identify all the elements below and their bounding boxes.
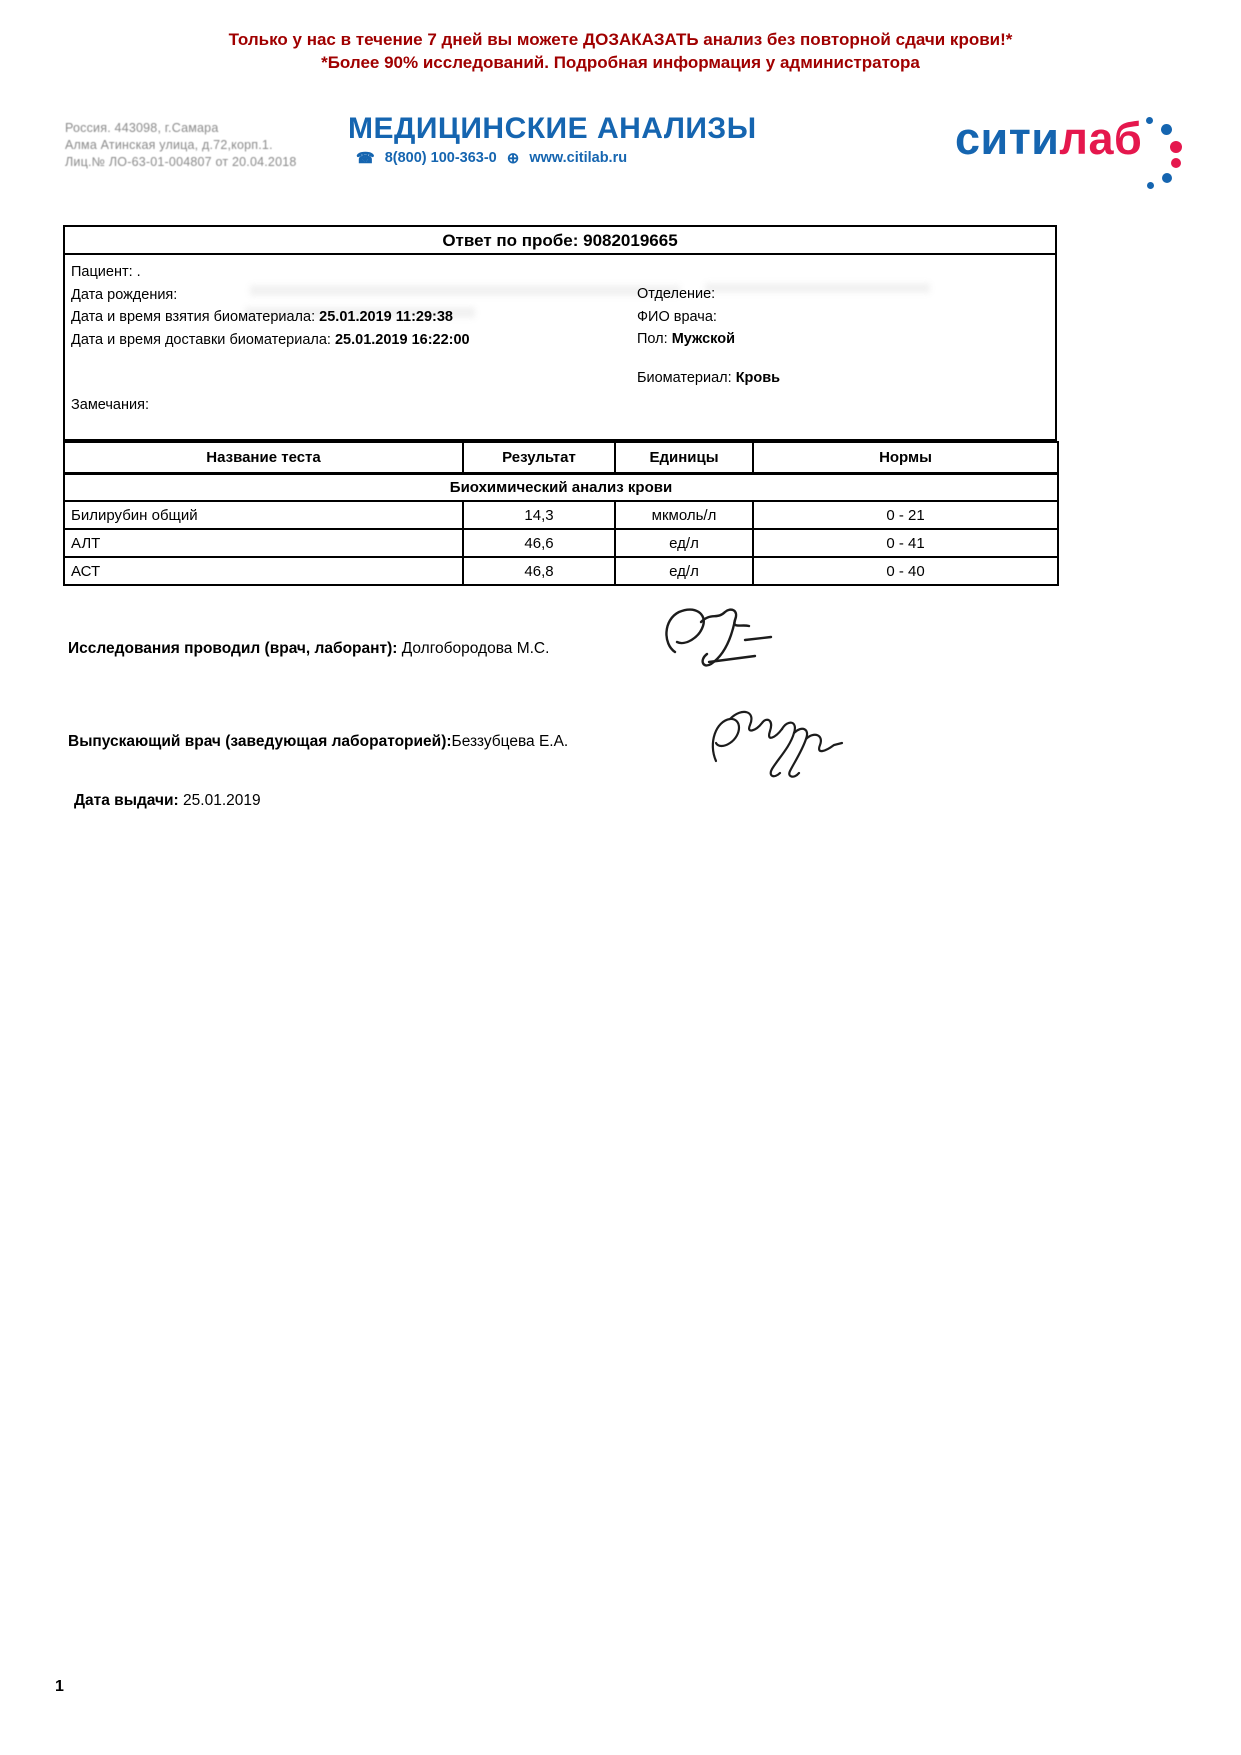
table-row: [64, 557, 1058, 585]
logo-dot-icon: [1171, 158, 1181, 168]
units-cell: ед/л: [615, 529, 753, 557]
phone-icon: ☎: [356, 150, 375, 167]
header-norms: Нормы: [753, 442, 1058, 473]
header-test-name: Название теста: [64, 442, 463, 473]
performer-signature-image: [655, 600, 785, 685]
patient-row: [71, 261, 470, 284]
citilab-logo: [955, 113, 1142, 165]
page-number: 1: [55, 1678, 64, 1695]
biomaterial-row: [637, 367, 780, 390]
test-name-cell: АЛТ: [64, 529, 463, 557]
patient-info: [65, 255, 1055, 386]
sex-value: Мужской: [671, 331, 736, 347]
address-line-street: Алма Атинская улица, д.72,корп.1.: [65, 138, 273, 152]
biomaterial-label: Биоматериал:: [637, 369, 732, 386]
delivered-value: 25.01.2019 16:22:00: [334, 331, 470, 348]
norms-cell: 0 - 40: [753, 557, 1058, 585]
sampled-row: [71, 306, 470, 329]
result-cell: 46,8: [463, 557, 615, 585]
releaser-label: Выпускающий врач (заведующая лабораторией):: [68, 733, 452, 750]
logo-text-citi: сити: [955, 113, 1060, 164]
header-units: Единицы: [615, 442, 753, 473]
issue-date-row: [74, 792, 261, 810]
norms-cell: 0 - 41: [753, 529, 1058, 557]
delivered-label: Дата и время доставки биоматериала:: [71, 331, 331, 348]
logo-dot-icon: [1161, 124, 1172, 135]
birthdate-label: Дата рождения:: [71, 286, 178, 303]
promo-line-2: *Более 90% исследований. Подробная информация у администратора: [321, 53, 920, 72]
website-text: www.citilab.ru: [529, 150, 628, 166]
table-row: [64, 501, 1058, 529]
doctor-label: ФИО врача:: [637, 308, 717, 325]
logo-dot-icon: [1162, 173, 1172, 183]
units-cell: мкмоль/л: [615, 501, 753, 529]
brand-title: МЕДИЦИНСКИЕ АНАЛИЗЫ: [348, 112, 757, 145]
sampled-value: 25.01.2019 11:29:38: [319, 309, 453, 325]
units-cell: ед/л: [615, 557, 753, 585]
table-row: [64, 529, 1058, 557]
logo-dot-icon: [1146, 117, 1153, 124]
result-cell: 14,3: [463, 501, 615, 529]
table-section-row: [64, 473, 1058, 501]
department-row: [637, 283, 780, 306]
patient-info-left: [71, 261, 470, 351]
releaser-signature-row: [68, 733, 568, 751]
globe-icon: ⊕: [506, 150, 520, 167]
test-name-cell: АСТ: [64, 557, 463, 585]
patient-label: Пациент:: [71, 264, 133, 280]
lab-address-block: [65, 120, 297, 171]
brand-block: [348, 112, 768, 167]
performer-signature-row: [68, 640, 549, 658]
table-header-row: [64, 442, 1058, 473]
phone-number: 8(800) 100-363-0: [384, 150, 497, 166]
test-name-cell: Билирубин общий: [64, 501, 463, 529]
brand-contacts: [348, 149, 768, 167]
patient-info-right: [637, 283, 780, 389]
report-info-box: [63, 225, 1057, 441]
doctor-row: [637, 306, 780, 329]
sampled-label: Дата и время взятия биоматериала:: [71, 309, 316, 325]
releaser-name: Беззубцева Е.А.: [451, 733, 569, 750]
department-label: Отделение:: [637, 286, 716, 302]
logo-dot-icon: [1147, 182, 1154, 189]
sex-row: [637, 328, 780, 351]
sex-label: Пол:: [637, 331, 668, 347]
norms-cell: 0 - 21: [753, 501, 1058, 529]
biomaterial-value: Кровь: [735, 369, 781, 386]
logo-text-lab: лаб: [1059, 113, 1143, 164]
birthdate-row: [71, 284, 470, 307]
releaser-signature-image: [702, 703, 852, 788]
patient-value: .: [136, 264, 141, 280]
report-title: Ответ по пробе: 9082019665: [65, 227, 1055, 255]
address-line-license: Лиц.№ ЛО-63-01-004807 от 20.04.2018: [65, 155, 297, 169]
promo-banner: [0, 28, 1241, 74]
performer-label: Исследования проводил (врач, лаборант):: [68, 640, 398, 657]
issue-date-value: 25.01.2019: [183, 792, 261, 809]
result-cell: 46,6: [463, 529, 615, 557]
table-section-title: Биохимический анализ крови: [64, 473, 1058, 501]
performer-name: Долгобородова М.С.: [401, 640, 550, 657]
results-table: [63, 441, 1059, 586]
delivered-row: [71, 329, 470, 352]
logo-dot-icon: [1170, 141, 1182, 153]
header-result: Результат: [463, 442, 615, 473]
remarks-label: Замечания:: [71, 397, 149, 413]
address-line-country: Россия. 443098, г.Самара: [65, 121, 219, 135]
issue-date-label: Дата выдачи:: [74, 792, 179, 809]
promo-line-1: Только у нас в течение 7 дней вы можете ДОЗАКАЗАТЬ анализ без повторной сдачи крови!*: [228, 30, 1013, 49]
